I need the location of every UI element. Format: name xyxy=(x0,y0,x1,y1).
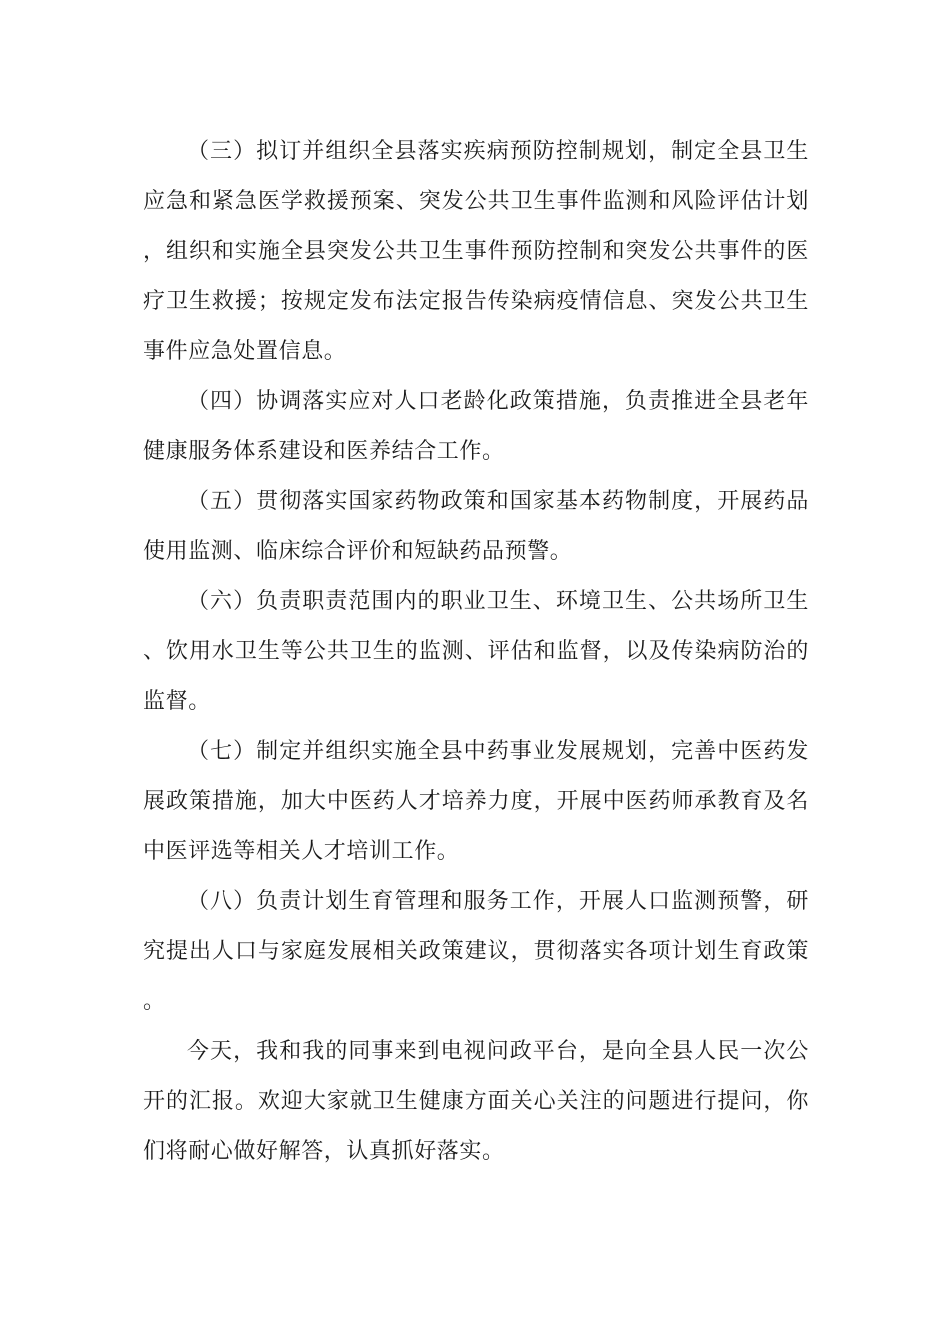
paragraph-item-4-aging-policy: （四）协调落实应对人口老龄化政策措施，负责推进全县老年健康服务体系建设和医养结合工作。 xyxy=(143,389,809,464)
document-body xyxy=(143,127,809,1177)
paragraph-item-3-disease-control: （三）拟订并组织全县落实疾病预防控制规划，制定全县卫生应急和紧急医学救援预案、突发公共卫生事件监测和风险评估计划，组织和实施全县突发公共卫生事件预防控制和突发公共事件的医疗卫生救援；按规定发布法定报告传染病疫情信息、突发公共卫生事件应急处置信息。 xyxy=(143,139,809,364)
paragraph-item-6-public-health-supervision: （六）负责职责范围内的职业卫生、环境卫生、公共场所卫生、饮用水卫生等公共卫生的监测、评估和监督，以及传染病防治的监督。 xyxy=(143,589,809,714)
paragraph-closing-remarks: 今天，我和我的同事来到电视问政平台，是向全县人民一次公开的汇报。欢迎大家就卫生健康方面关心关注的问题进行提问，你们将耐心做好解答，认真抓好落实。 xyxy=(143,1039,809,1164)
paragraph-item-7-traditional-medicine: （七）制定并组织实施全县中药事业发展规划，完善中医药发展政策措施，加大中医药人才培养力度，开展中医药师承教育及名中医评选等相关人才培训工作。 xyxy=(143,739,809,864)
paragraph-item-8-family-planning: （八）负责计划生育管理和服务工作，开展人口监测预警，研究提出人口与家庭发展相关政策建议，贯彻落实各项计划生育政策。 xyxy=(143,889,809,1014)
paragraph-item-5-drug-policy: （五）贯彻落实国家药物政策和国家基本药物制度，开展药品使用监测、临床综合评价和短缺药品预警。 xyxy=(143,489,809,564)
